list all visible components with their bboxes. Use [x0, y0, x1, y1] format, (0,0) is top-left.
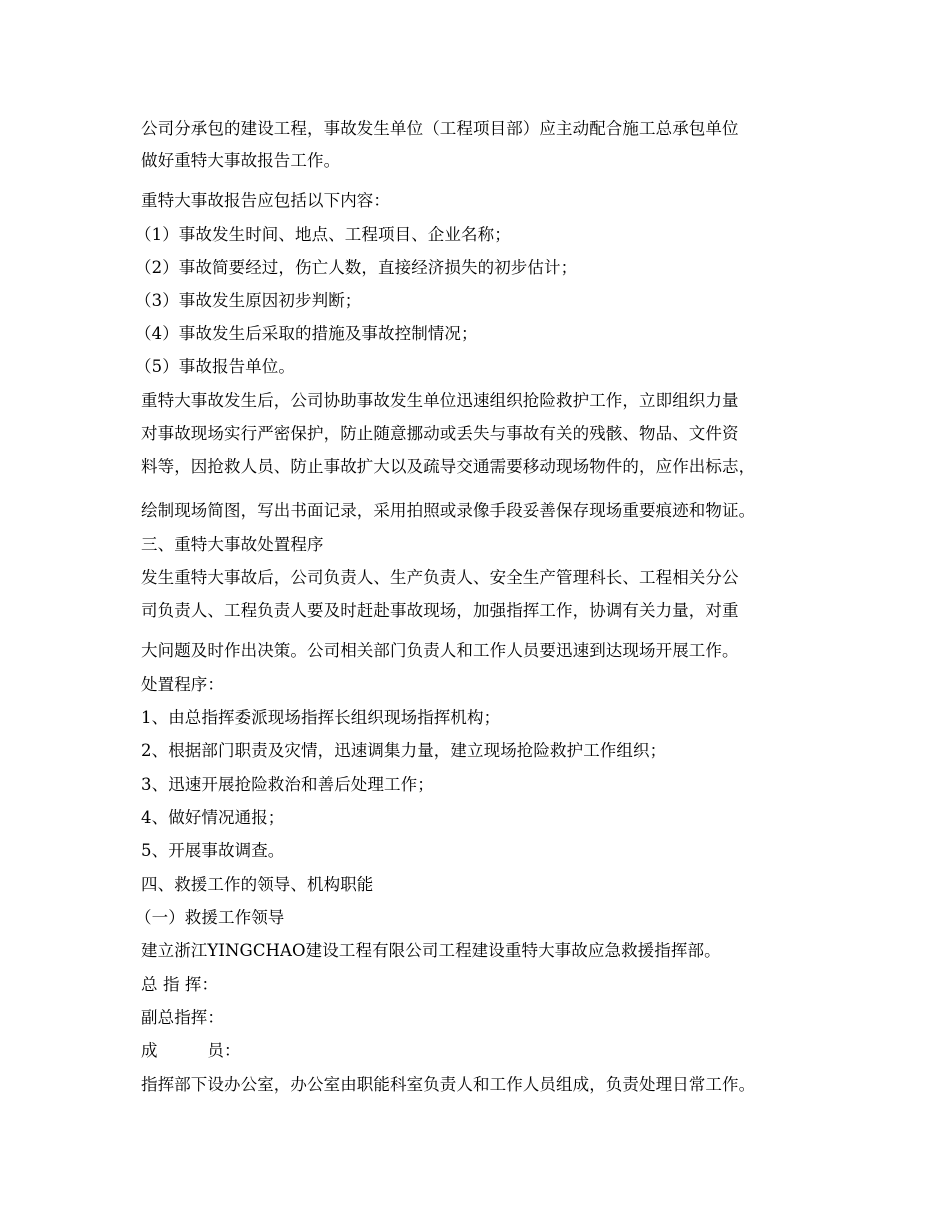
section-intro: 重特大事故报告应包括以下内容： [141, 191, 390, 210]
paragraph-line: 发生重特大事故后，公司负责人、生产负责人、安全生产管理科长、工程相关分公 [141, 568, 739, 587]
list-item: 1、由总指挥委派现场指挥长组织现场指挥机构； [141, 708, 501, 727]
paragraph-line: 料等，因抢救人员、防止事故扩大以及疏导交通需要移动现场物件的，应作出标志， [141, 457, 756, 476]
list-item: （1）事故发生时间、地点、工程项目、企业名称； [135, 225, 511, 244]
section-intro: 处置程序： [141, 675, 224, 694]
paragraph-line: 公司分承包的建设工程，事故发生单位（工程项目部）应主动配合施工总承包单位 [141, 119, 739, 138]
list-item: 2、根据部门职责及灾情，迅速调集力量，建立现场抢险救护工作组织； [141, 741, 667, 760]
subsection-heading: （一）救援工作领导 [135, 908, 285, 927]
list-item: （2）事故简要经过，伤亡人数，直接经济损失的初步估计； [135, 258, 578, 277]
members-label: 成 员： [141, 1041, 241, 1060]
paragraph-line: 建立浙江YINGCHAO建设工程有限公司工程建设重特大事故应急救援指挥部。 [141, 941, 721, 960]
paragraph-line: 大问题及时作出决策。公司相关部门负责人和工作人员要迅速到达现场开展工作。 [141, 641, 739, 660]
list-item: 4、做好情况通报； [141, 808, 285, 827]
paragraph-line: 司负责人、工程负责人要及时赶赴事故现场，加强指挥工作，协调有关力量，对重 [141, 601, 739, 620]
section-heading: 三、重特大事故处置程序 [141, 535, 324, 554]
paragraph-line: 绘制现场简图，写出书面记录，采用拍照或录像手段妥善保存现场重要痕迹和物证。 [141, 501, 756, 520]
commander-label: 总 指 挥： [141, 975, 219, 994]
paragraph-line: 做好重特大事故报告工作。 [141, 151, 341, 170]
paragraph-line: 重特大事故发生后，公司协助事故发生单位迅速组织抢险救护工作，立即组织力量 [141, 391, 739, 410]
paragraph-line: 指挥部下设办公室，办公室由职能科室负责人和工作人员组成，负责处理日常工作。 [141, 1075, 756, 1094]
list-item: 3、迅速开展抢险救治和善后处理工作； [141, 775, 434, 794]
section-heading: 四、救援工作的领导、机构职能 [141, 875, 374, 894]
list-item: （4）事故发生后采取的措施及事故控制情况； [135, 324, 478, 343]
list-item: （3）事故发生原因初步判断； [135, 291, 362, 310]
list-item: （5）事故报告单位。 [135, 357, 295, 376]
list-item: 5、开展事故调查。 [141, 841, 285, 860]
paragraph-line: 对事故现场实行严密保护，防止随意挪动或丢失与事故有关的残骸、物品、文件资 [141, 424, 739, 443]
deputy-commander-label: 副总指挥： [141, 1008, 224, 1027]
